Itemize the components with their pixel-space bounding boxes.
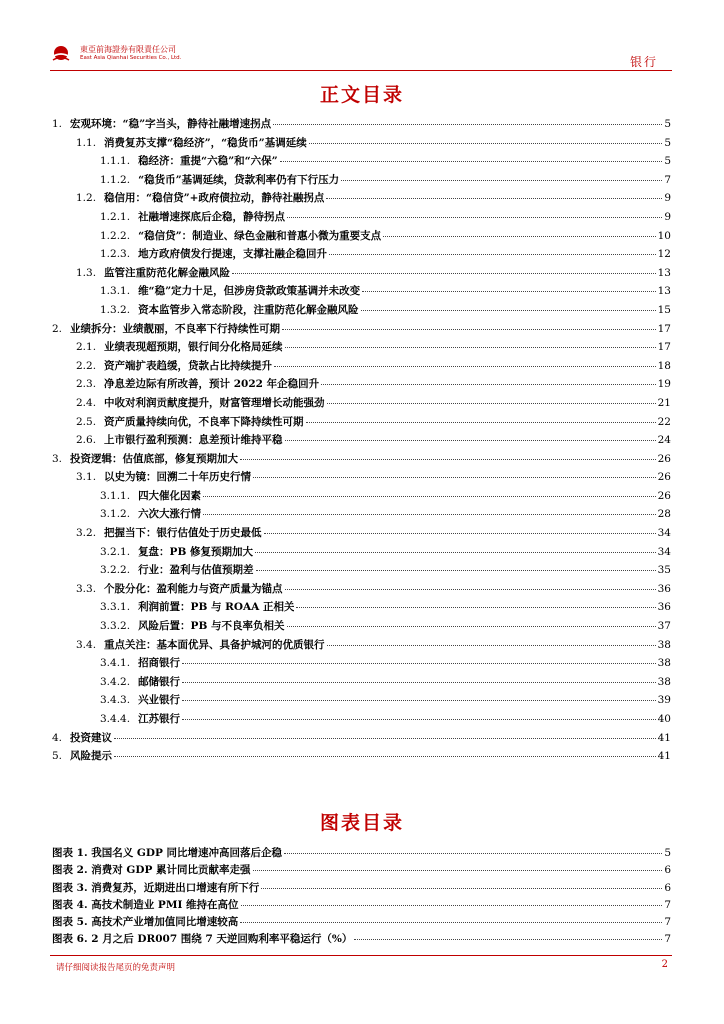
toc-entry-text: 资产端扩表趋缓，贷款占比持续提升: [104, 359, 273, 372]
toc-entry[interactable]: [52, 395, 671, 414]
figure-list-title: 图表目录: [319, 812, 404, 834]
toc-entry-text: 把握当下：银行估值处于历史最低: [104, 527, 262, 540]
toc-entry-text: 复盘：PB 修复预期加大: [138, 545, 253, 558]
toc-entry-number: 3.1.2.: [100, 508, 131, 521]
figure-entry-page: 6: [664, 881, 671, 894]
toc-entry-title: [100, 544, 253, 559]
toc-entry-number: 2.6.: [76, 434, 97, 447]
toc-entry-number: 2.: [52, 322, 63, 335]
toc-entry-text: “稳货币”基调延续，贷款利率仍有下行压力: [138, 173, 340, 186]
figure-entry[interactable]: [52, 862, 671, 879]
toc-entry-text: 稳经济：重提“六稳”和“六保”: [138, 155, 278, 168]
toc-entry-number: 1.: [52, 118, 63, 130]
toc-entry-number: 3.4.: [76, 638, 97, 651]
toc-entry-title: [100, 618, 285, 633]
dot-leader: [273, 124, 662, 125]
toc-entry-page: 26: [657, 452, 671, 465]
dot-leader: [240, 922, 662, 923]
toc-entry-title: [100, 209, 285, 224]
toc-entry-title: [76, 376, 319, 391]
toc-entry[interactable]: [52, 451, 671, 470]
toc-entry-number: 1.1.1.: [100, 155, 131, 168]
toc-entry-number: 1.1.: [76, 136, 97, 149]
toc-entry[interactable]: [52, 711, 671, 730]
toc-entry[interactable]: [52, 655, 671, 674]
dot-leader: [362, 291, 655, 292]
toc-entry-title: [52, 451, 238, 466]
figure-entry-text: 图表 6. 2 月之后 DR007 围绕 7 天逆回购利率平稳运行（%）: [52, 933, 353, 946]
dot-leader: [261, 888, 662, 889]
toc-entry-page: 34: [657, 545, 671, 558]
company-name-en: East Asia Qianhai Securities Co., Ltd.: [80, 55, 182, 61]
toc-entry-page: 40: [657, 713, 671, 725]
toc-entry[interactable]: [52, 525, 671, 544]
figure-entry-text: 图表 2. 消费对 GDP 累计同比贡献率走强: [52, 864, 251, 877]
toc-entry-text: 资产质量持续向优，不良率下降持续性可期: [104, 415, 304, 428]
toc-entry-text: 投资建议: [70, 731, 113, 744]
dot-leader: [264, 533, 656, 534]
toc-entry-title: [76, 358, 272, 373]
toc-entry-page: 5: [664, 136, 671, 149]
toc-entry-number: 3.4.4.: [100, 713, 131, 725]
toc-entry-page: 28: [657, 508, 671, 521]
toc-entry-number: 3.3.2.: [100, 620, 131, 633]
toc-entry[interactable]: [52, 209, 671, 228]
toc-entry-text: 邮储银行: [138, 675, 181, 688]
toc-entry-page: 17: [657, 322, 671, 335]
toc-entry-text: 业绩拆分：业绩靓丽，不良率下行持续性可期: [70, 322, 281, 335]
toc-entry-title: [100, 228, 381, 243]
dot-leader: [256, 570, 656, 571]
toc-entry-page: 19: [657, 378, 671, 391]
toc-entry[interactable]: [52, 135, 671, 154]
dot-leader: [354, 939, 662, 940]
toc-entry-number: 3.2.2.: [100, 564, 131, 577]
toc-entry-title: [52, 321, 280, 336]
dot-leader: [383, 236, 655, 237]
toc-entry-text: 稳信用：“稳信贷”+政府债拉动，静待社融拐点: [104, 192, 325, 205]
toc-entry-text: 兴业银行: [138, 694, 181, 707]
toc-entry-page: 5: [664, 118, 671, 130]
toc-entry-page: 38: [657, 657, 671, 670]
toc-entry[interactable]: [52, 469, 671, 488]
toc-entry-number: 1.3.: [76, 266, 97, 279]
toc-entry-text: 上市银行盈利预测：息差预计维持平稳: [104, 434, 283, 447]
toc-entry-text: 四大催化因素: [138, 489, 202, 502]
toc-entry-title: [100, 599, 294, 614]
toc-entry[interactable]: [52, 358, 671, 377]
toc-entry-page: 22: [657, 415, 671, 428]
toc-entry-page: 17: [657, 341, 671, 354]
toc-entry-title: [52, 730, 112, 745]
toc-entry-page: 41: [657, 731, 671, 744]
toc-entry[interactable]: [52, 730, 671, 749]
toc-entry-text: 行业：盈利与估值预期差: [138, 564, 254, 577]
toc-entry-title: [100, 246, 327, 261]
toc-entry[interactable]: [52, 692, 671, 711]
toc-entry-number: 3.1.: [76, 471, 97, 484]
toc-entry-text: 个股分化：盈利能力与资产质量为锚点: [104, 582, 283, 595]
toc-entry-number: 1.3.2.: [100, 303, 131, 316]
dot-leader: [284, 853, 662, 854]
toc-entry-page: 38: [657, 675, 671, 688]
toc-entry-text: 社融增速探底后企稳，静待拐点: [138, 210, 286, 223]
dot-leader: [326, 198, 662, 199]
toc-entry-number: 3.4.1.: [100, 657, 131, 670]
dot-leader: [309, 143, 663, 144]
toc-entry-page: 21: [657, 396, 671, 409]
figure-entry-text: 图表 5. 高技术产业增加值同比增速较高: [52, 916, 239, 929]
dot-leader: [285, 347, 656, 348]
toc-entry-text: 净息差边际有所改善，预计 2022 年企稳回升: [104, 378, 320, 391]
dot-leader: [114, 738, 656, 739]
toc-entry-title: [100, 562, 254, 577]
toc-entry-number: 2.4.: [76, 396, 97, 409]
toc-entry-title: [100, 674, 180, 689]
figure-entry-text: 图表 3. 消费复苏，近期进出口增速有所下行: [52, 881, 260, 894]
figure-list: [52, 845, 671, 949]
toc-entry-page: 35: [657, 564, 671, 577]
toc-entry-text: 地方政府债发行提速，支撑社融企稳回升: [138, 248, 328, 261]
toc-entry-number: 3.1.1.: [100, 489, 131, 502]
toc-entry-number: 2.1.: [76, 341, 97, 354]
toc-entry-title: [76, 525, 262, 540]
toc-entry[interactable]: [52, 339, 671, 358]
dot-leader: [361, 310, 656, 311]
footer-disclaimer: 请仔细阅读报告尾页的免责声明: [56, 963, 176, 973]
dot-leader: [255, 552, 656, 553]
toc-entry-page: 7: [664, 173, 671, 186]
toc-entry-page: 34: [657, 527, 671, 540]
toc-entry-page: 37: [657, 620, 671, 633]
figure-entry-page: 6: [664, 864, 671, 877]
toc-entry[interactable]: [52, 544, 671, 563]
toc-entry-title: [76, 190, 324, 205]
toc-entry-text: 业绩表现超预期，银行间分化格局延续: [104, 341, 283, 354]
toc-entry-page: 13: [657, 266, 671, 279]
dot-leader: [241, 905, 663, 906]
toc-entry-number: 1.2.3.: [100, 248, 131, 261]
toc-entry-title: [100, 506, 201, 521]
toc-entry[interactable]: [52, 748, 671, 767]
toc-entry[interactable]: [52, 190, 671, 209]
toc-entry-text: 宏观环境：“稳”字当头，静待社融增速拐点: [70, 118, 272, 130]
figure-entry-page: 7: [664, 933, 671, 946]
toc-entry-title: [76, 135, 307, 150]
toc-entry-page: 24: [657, 434, 671, 447]
company-name-cn: 東亞前海證券有限責任公司: [80, 45, 176, 54]
toc-entry[interactable]: [52, 637, 671, 656]
header-divider: [50, 70, 672, 71]
toc-entry-page: 36: [657, 601, 671, 614]
dot-leader: [274, 366, 656, 367]
toc-entry-page: 26: [657, 471, 671, 484]
figure-entry-page: 7: [664, 916, 671, 929]
figure-entry[interactable]: [52, 880, 671, 897]
figure-entry-text: 图表 4. 高技术制造业 PMI 维持在高位: [52, 898, 239, 911]
toc-entry-title: [52, 116, 271, 131]
toc-entry-number: 3.: [52, 452, 63, 465]
toc-entry-page: 10: [657, 229, 671, 242]
toc-entry[interactable]: [52, 562, 671, 581]
toc-entry[interactable]: [52, 172, 671, 191]
figure-entry[interactable]: [52, 931, 671, 948]
toc-entry-title: [76, 637, 325, 652]
dot-leader: [232, 273, 656, 274]
toc-entry[interactable]: [52, 414, 671, 433]
toc-entry-text: 中收对利润贡献度提升，财富管理增长动能强劲: [104, 396, 325, 409]
toc-entry[interactable]: [52, 618, 671, 637]
page-header: [0, 0, 724, 75]
toc-list: [52, 116, 671, 767]
toc-entry-number: 1.3.1.: [100, 285, 131, 298]
figure-entry[interactable]: [52, 914, 671, 931]
toc-entry[interactable]: [52, 432, 671, 451]
toc-entry-title: [100, 692, 180, 707]
toc-entry-number: 1.1.2.: [100, 173, 131, 186]
dot-leader: [114, 756, 656, 757]
toc-entry-page: 39: [657, 694, 671, 707]
dot-leader: [182, 682, 656, 683]
dot-leader: [285, 440, 656, 441]
toc-entry[interactable]: [52, 581, 671, 600]
toc-entry-title: [100, 711, 180, 726]
dot-leader: [327, 645, 656, 646]
toc-entry-number: 1.2.2.: [100, 229, 131, 242]
toc-entry-number: 2.2.: [76, 359, 97, 372]
toc-title: 正文目录: [319, 84, 404, 106]
toc-entry[interactable]: [52, 265, 671, 284]
dot-leader: [285, 589, 656, 590]
section-label: 银行: [629, 55, 658, 69]
toc-entry-title: [100, 302, 359, 317]
toc-entry-title: [52, 748, 112, 763]
dot-leader: [280, 161, 663, 162]
toc-entry-number: 3.2.: [76, 527, 97, 540]
toc-entry[interactable]: [52, 116, 671, 135]
dot-leader: [341, 180, 662, 181]
page-number: 2: [661, 959, 668, 970]
toc-entry-number: 3.4.3.: [100, 694, 131, 707]
toc-entry-number: 3.2.1.: [100, 545, 131, 558]
dot-leader: [253, 477, 656, 478]
dot-leader: [287, 217, 662, 218]
toc-entry[interactable]: [52, 321, 671, 340]
toc-entry-page: 12: [657, 248, 671, 261]
figure-entry[interactable]: [52, 897, 671, 914]
toc-entry[interactable]: [52, 488, 671, 507]
toc-entry-text: 以史为镜：回溯二十年历史行情: [104, 471, 252, 484]
toc-entry-number: 2.3.: [76, 378, 97, 391]
dot-leader: [296, 607, 655, 608]
dot-leader: [182, 700, 656, 701]
toc-entry-number: 1.2.1.: [100, 210, 131, 223]
dot-leader: [203, 496, 656, 497]
toc-entry[interactable]: [52, 302, 671, 321]
toc-entry-title: [76, 469, 251, 484]
toc-entry-title: [100, 283, 360, 298]
toc-entry-text: 江苏银行: [138, 713, 181, 725]
dot-leader: [282, 329, 656, 330]
toc-entry-text: 资本监管步入常态阶段，注重防范化解金融风险: [138, 303, 359, 316]
toc-entry-text: 风险后置：PB 与不良率负相关: [138, 620, 285, 633]
toc-entry-page: 9: [664, 192, 671, 205]
toc-entry-number: 3.4.2.: [100, 675, 131, 688]
toc-entry-title: [100, 172, 339, 187]
footer-divider: [50, 955, 672, 956]
toc-entry-text: 监管注重防范化解金融风险: [104, 266, 231, 279]
toc-entry-title: [76, 414, 304, 429]
toc-entry-page: 13: [657, 285, 671, 298]
dot-leader: [321, 384, 656, 385]
toc-entry-text: 招商银行: [138, 657, 181, 670]
toc-entry[interactable]: [52, 506, 671, 525]
dot-leader: [240, 459, 656, 460]
toc-entry-text: 投资逻辑：估值底部，修复预期加大: [70, 452, 239, 465]
toc-entry[interactable]: [52, 376, 671, 395]
toc-entry[interactable]: [52, 228, 671, 247]
toc-entry-number: 1.2.: [76, 192, 97, 205]
toc-entry[interactable]: [52, 246, 671, 265]
toc-entry-page: 38: [657, 638, 671, 651]
toc-entry-text: 维“稳”定力十足，但涉房贷款政策基调并未改变: [138, 285, 361, 298]
toc-entry-title: [76, 395, 325, 410]
toc-entry-title: [100, 153, 278, 168]
toc-entry-text: 风险提示: [70, 750, 113, 763]
dot-leader: [203, 514, 656, 515]
toc-entry-title: [76, 265, 230, 280]
toc-entry[interactable]: [52, 599, 671, 618]
toc-entry-title: [100, 655, 180, 670]
toc-entry-text: 消费复苏支撑“稳经济”，“稳货币”基调延续: [104, 136, 307, 149]
figure-entry-page: 7: [664, 898, 671, 911]
company-logo-icon: [50, 44, 72, 64]
toc-entry-page: 18: [657, 359, 671, 372]
toc-entry[interactable]: [52, 153, 671, 172]
dot-leader: [306, 422, 656, 423]
toc-entry-title: [100, 488, 201, 503]
toc-entry-page: 26: [657, 489, 671, 502]
toc-entry-title: [76, 581, 283, 596]
toc-entry-number: 5.: [52, 750, 63, 763]
toc-entry[interactable]: [52, 674, 671, 693]
figure-entry-page: 5: [664, 847, 671, 859]
toc-entry-title: [76, 432, 283, 447]
toc-entry-number: 2.5.: [76, 415, 97, 428]
toc-entry-text: 六次大涨行情: [138, 508, 202, 521]
dot-leader: [327, 403, 656, 404]
dot-leader: [182, 663, 656, 664]
dot-leader: [253, 870, 663, 871]
figure-entry[interactable]: [52, 845, 671, 862]
toc-entry-text: “稳信贷”：制造业、绿色金融和普惠小微为重要支点: [138, 229, 382, 242]
toc-entry-page: 41: [657, 750, 671, 763]
toc-entry-page: 5: [664, 155, 671, 168]
toc-entry[interactable]: [52, 283, 671, 302]
toc-entry-number: 3.3.: [76, 582, 97, 595]
dot-leader: [182, 719, 656, 720]
toc-entry-page: 9: [664, 210, 671, 223]
toc-entry-text: 利润前置：PB 与 ROAA 正相关: [138, 601, 295, 614]
toc-entry-number: 3.3.1.: [100, 601, 131, 614]
toc-entry-number: 4.: [52, 731, 63, 744]
dot-leader: [287, 626, 656, 627]
figure-entry-text: 图表 1. 我国名义 GDP 同比增速冲高回落后企稳: [52, 847, 283, 859]
toc-entry-page: 36: [657, 582, 671, 595]
dot-leader: [329, 254, 656, 255]
toc-entry-text: 重点关注：基本面优异、具备护城河的优质银行: [104, 638, 325, 651]
toc-entry-title: [76, 339, 283, 354]
toc-entry-page: 15: [657, 303, 671, 316]
